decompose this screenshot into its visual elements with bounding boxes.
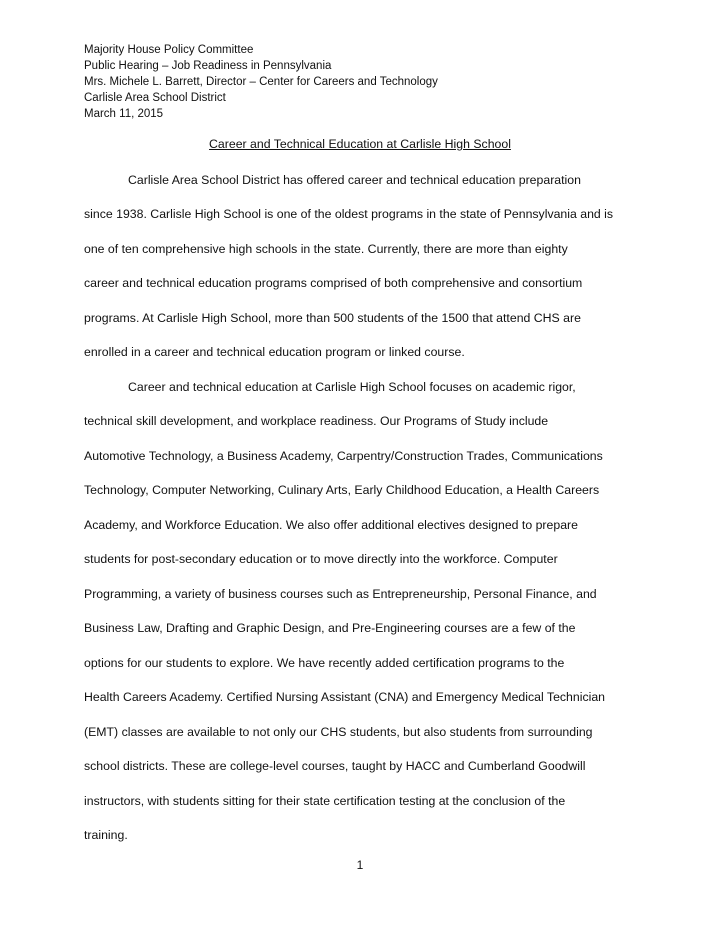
header-presenter: Mrs. Michele L. Barrett, Director – Center for Careers and Technology: [84, 76, 438, 88]
body-line: Automotive Technology, a Business Academy, Carpentry/Construction Trades, Communications: [84, 449, 603, 463]
body-line: options for our students to explore. We have recently added certification programs to the: [84, 656, 565, 670]
page-number: 1: [356, 858, 364, 872]
body-line: since 1938. Carlisle High School is one of the oldest programs in the state of Pennsylvania and is: [84, 207, 614, 221]
document-header: [84, 42, 438, 122]
document-title: Career and Technical Education at Carlisle High School: [209, 137, 511, 151]
body-line: (EMT) classes are available to not only our CHS students, but also students from surrounding: [84, 725, 593, 739]
body-line: Career and technical education at Carlisle High School focuses on academic rigor,: [128, 380, 576, 394]
body-line: programs. At Carlisle High School, more than 500 students of the 1500 that attend CHS are: [84, 311, 581, 325]
body-line: Business Law, Drafting and Graphic Design, and Pre-Engineering courses are a few of the: [84, 621, 576, 635]
body-line: career and technical education programs comprised of both comprehensive and consortium: [84, 276, 583, 290]
body-line: Programming, a variety of business courses such as Entrepreneurship, Personal Finance, and: [84, 587, 597, 601]
body-line: school districts. These are college-level courses, taught by HACC and Cumberland Goodwill: [84, 759, 586, 773]
body-line: students for post-secondary education or to move directly into the workforce. Computer: [84, 552, 558, 566]
body-line: training.: [84, 828, 128, 842]
body-line: Health Careers Academy. Certified Nursing Assistant (CNA) and Emergency Medical Technician: [84, 690, 606, 704]
body-line: technical skill development, and workplace readiness. Our Programs of Study include: [84, 414, 549, 428]
header-hearing: Public Hearing – Job Readiness in Pennsylvania: [84, 60, 332, 72]
header-committee: Majority House Policy Committee: [84, 44, 254, 56]
body-line: Academy, and Workforce Education. We also offer additional electives designed to prepare: [84, 518, 578, 532]
body-line: Technology, Computer Networking, Culinary Arts, Early Childhood Education, a Health Careers: [84, 483, 600, 497]
body-line: Carlisle Area School District has offered career and technical education preparation: [128, 173, 581, 187]
header-date: March 11, 2015: [84, 108, 164, 120]
header-district: Carlisle Area School District: [84, 92, 226, 104]
body-line: enrolled in a career and technical education program or linked course.: [84, 345, 465, 359]
body-line: one of ten comprehensive high schools in the state. Currently, there are more than eighty: [84, 242, 568, 256]
body-line: instructors, with students sitting for their state certification testing at the conclusion of the: [84, 794, 566, 808]
